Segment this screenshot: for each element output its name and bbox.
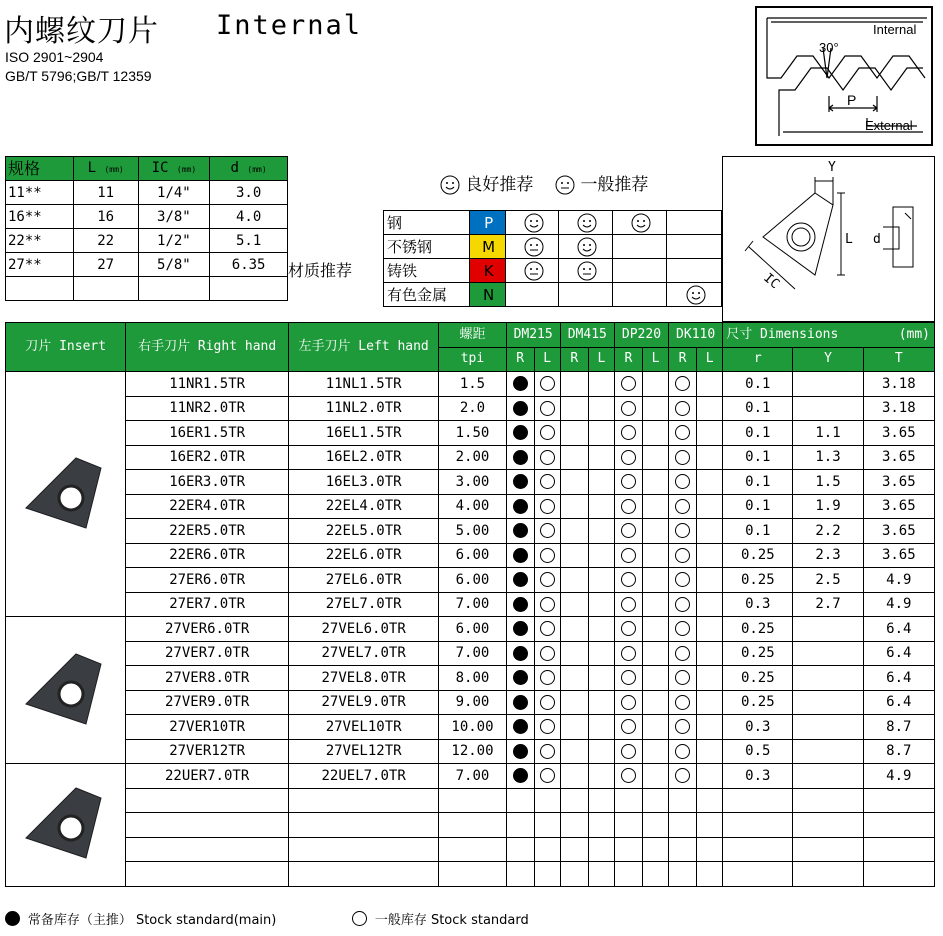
insert-image-v (6, 617, 126, 764)
stock-normal-dot-icon (621, 450, 636, 465)
stock-normal-dot-icon (540, 768, 555, 783)
stock-normal-dot-icon (621, 401, 636, 416)
table-row (6, 445, 935, 470)
table-row (6, 862, 935, 887)
left-hand-code: 22EL6.0TR (288, 543, 438, 568)
stock-normal-dot-icon (540, 499, 555, 514)
table-row (6, 715, 935, 740)
left-hand-code: 27VEL10TR (288, 715, 438, 740)
dim-y-value (793, 396, 863, 421)
right-hand-code: 11NR2.0TR (126, 396, 289, 421)
pitch-value: 6.00 (439, 543, 506, 568)
material-row: 铸铁 K (384, 259, 722, 283)
dim-t-value: 3.65 (863, 543, 934, 568)
stock-normal-dot-icon (621, 523, 636, 538)
pitch-value: 7.00 (439, 764, 506, 789)
grade-dm415: DM415 (560, 323, 614, 348)
good-smiley-icon (577, 213, 597, 233)
left-hand-code: 27EL7.0TR (288, 592, 438, 617)
dim-y-value: 1.5 (793, 470, 863, 495)
pitch-value: 5.00 (439, 519, 506, 544)
page-title-en: Internal (216, 10, 363, 41)
spec-row (6, 277, 288, 301)
good-smiley-icon (631, 213, 651, 233)
left-hand-code: 27VEL9.0TR (288, 690, 438, 715)
stock-normal-dot-icon (675, 646, 690, 661)
dim-r-value: 0.25 (723, 617, 793, 642)
dim-t-value: 6.4 (863, 690, 934, 715)
dim-r-value: 0.1 (723, 445, 793, 470)
good-recommend-label: 良好推荐 (465, 175, 534, 195)
table-row (6, 666, 935, 691)
d-header: d (mm) (210, 157, 288, 181)
table-row (6, 543, 935, 568)
left-hand-code: 11NL1.5TR (288, 372, 438, 397)
normal-smiley-icon (524, 261, 544, 281)
normal-smiley-icon (577, 261, 597, 281)
dim-y-value: 1.1 (793, 421, 863, 446)
right-hand-code: 22ER6.0TR (126, 543, 289, 568)
dim-y-value (793, 739, 863, 764)
stock-normal-dot-icon (621, 744, 636, 759)
dim-r-value: 0.1 (723, 396, 793, 421)
dim-t-value: 3.65 (863, 421, 934, 446)
stock-main-dot-icon (513, 572, 528, 587)
dim-r-value: 0.1 (723, 494, 793, 519)
dim-y-value (793, 764, 863, 789)
table-row (6, 764, 935, 789)
dim-r-value: 0.1 (723, 470, 793, 495)
dim-r-value: 0.1 (723, 372, 793, 397)
dim-y-header: Y (793, 347, 863, 372)
spec-header: 规格 (6, 157, 74, 181)
dim-t-value: 3.18 (863, 396, 934, 421)
dimensions-header: 尺寸 Dimensions (mm) (723, 323, 935, 348)
ic-header: IC (mm) (138, 157, 210, 181)
right-hand-code: 16ER2.0TR (126, 445, 289, 470)
stock-normal-dot-icon (675, 474, 690, 489)
iso-standard: ISO 2901~2904 (5, 49, 104, 65)
stock-main-dot-icon (513, 719, 528, 734)
normal-smiley-icon (555, 175, 575, 195)
stock-main-dot-icon (513, 450, 528, 465)
dim-y-value: 2.3 (793, 543, 863, 568)
dim-t-value: 3.65 (863, 494, 934, 519)
right-hand-code: 27ER6.0TR (126, 568, 289, 593)
y-label: Y (828, 160, 836, 175)
dim-y-value: 2.5 (793, 568, 863, 593)
dim-t-value: 8.7 (863, 739, 934, 764)
dim-y-value: 1.3 (793, 445, 863, 470)
stock-normal-dot-icon (621, 670, 636, 685)
spec-row: 22** 22 1/2" 5.1 (6, 229, 288, 253)
good-smiley-icon (524, 213, 544, 233)
table-row (6, 813, 935, 838)
material-code-k: K (469, 259, 505, 283)
material-table (383, 210, 722, 307)
insert-image-e (6, 372, 126, 617)
dim-y-value: 2.2 (793, 519, 863, 544)
grade-dk110: DK110 (669, 323, 723, 348)
dim-t-value: 3.65 (863, 519, 934, 544)
left-hand-code: 22UEL7.0TR (288, 764, 438, 789)
stock-normal-dot-icon (540, 474, 555, 489)
right-hand-code: 16ER1.5TR (126, 421, 289, 446)
left-hand-header: 左手刀片 Left hand (288, 323, 438, 372)
table-row (6, 470, 935, 495)
stock-normal-dot-icon (621, 646, 636, 661)
dim-r-value: 0.25 (723, 568, 793, 593)
ic-dim-label: IC (760, 270, 783, 293)
insert-dimension-diagram (722, 156, 935, 322)
stock-normal-dot-icon (621, 376, 636, 391)
dim-y-value (793, 690, 863, 715)
dim-t-value: 6.4 (863, 666, 934, 691)
l-header: L (mm) (73, 157, 138, 181)
dim-r-header: r (723, 347, 793, 372)
dim-t-value: 4.9 (863, 592, 934, 617)
pitch-value: 8.00 (439, 666, 506, 691)
stock-normal-dot-icon (675, 719, 690, 734)
stock-main-dot-icon (513, 401, 528, 416)
left-hand-code: 27VEL12TR (288, 739, 438, 764)
stock-main-dot-icon (513, 621, 528, 636)
stock-normal-dot-icon (540, 621, 555, 636)
thread-profile-diagram (755, 6, 933, 146)
pitch-value: 6.00 (439, 617, 506, 642)
right-hand-code: 22ER5.0TR (126, 519, 289, 544)
dim-y-value (793, 666, 863, 691)
material-code-p: P (469, 211, 505, 235)
pitch-value: 1.50 (439, 421, 506, 446)
table-row (6, 519, 935, 544)
stock-main-dot-icon (513, 670, 528, 685)
dim-r-value: 0.3 (723, 715, 793, 740)
table-row (6, 788, 935, 813)
good-smiley-icon (686, 285, 706, 305)
stock-main-dot-icon (513, 744, 528, 759)
pitch-value: 4.00 (439, 494, 506, 519)
dim-y-value (793, 372, 863, 397)
product-table: 刀片 Insert 右手刀片 Right hand 左手刀片 Left hand 螺距 DM215 DM415 DP220 DK110 尺寸 Dimensions (mm) tpi R L R L R L R L r Y T 11NR1.5TR 11NL1.5TR 1.5 0.1 3.18 11NR2.0TR 11NL2.0TR 2.0 0.1 3.18 16ER1.5TR 16EL1.5TR 1.50 0.1 1.1 3.65 16ER2.0TR 16EL2.0TR 2.00 0.1 1.3 3.65 16ER3.0TR 16EL3.0TR 3.00 0.1 1.5 3.65 22ER4.0TR 22EL4.0TR 4.00 0.1 1.9 3.65 22ER5.0TR 22EL5.0TR 5.00 0.1 2.2 3.65 22ER6.0TR 22EL6.0TR 6.00 0.25 2.3 3.65 27ER6.0TR 27EL6.0TR 6.00 0.25 2.5 4.9 27ER7.0TR 27EL7.0TR 7.00 0.3 2.7 4.9 27VER6.0TR 27VEL6.0TR 6.00 0.25 6.4 27VER7.0TR 27VEL7.0TR 7.00 0.25 6.4 27VER8.0TR 27VEL8.0TR 8.00 0.25 6.4 27VER9.0TR 27VEL9.0TR 9.00 0.25 6.4 27VER10TR 27VEL10TR 10.00 0.3 8.7 27VER12TR 27VEL12TR 12.00 0.5 8.7 22UER7.0TR 22UEL7.0TR 7.00 0.3 4.9 (5, 322, 935, 887)
dim-r-value: 0.25 (723, 666, 793, 691)
stock-main-dot-icon (513, 695, 528, 710)
right-hand-code: 27VER6.0TR (126, 617, 289, 642)
right-hand-code: 22UER7.0TR (126, 764, 289, 789)
spec-row: 11** 11 1/4" 3.0 (6, 181, 288, 205)
left-hand-code: 22EL5.0TR (288, 519, 438, 544)
stock-main-dot-icon (5, 911, 20, 926)
angle-label: 30° (819, 40, 839, 55)
dim-r-value: 0.3 (723, 592, 793, 617)
dim-r-value: 0.25 (723, 690, 793, 715)
stock-main-dot-icon (513, 523, 528, 538)
stock-main-dot-icon (513, 499, 528, 514)
stock-normal-dot-icon (352, 911, 367, 926)
table-row (6, 641, 935, 666)
stock-normal-dot-icon (621, 572, 636, 587)
stock-main-dot-icon (513, 646, 528, 661)
stock-normal-dot-icon (540, 744, 555, 759)
left-hand-code: 27VEL6.0TR (288, 617, 438, 642)
dim-t-value: 4.9 (863, 764, 934, 789)
stock-main-dot-icon (513, 768, 528, 783)
table-row (6, 568, 935, 593)
left-hand-code: 16EL2.0TR (288, 445, 438, 470)
stock-normal-dot-icon (675, 597, 690, 612)
spec-row: 27** 27 5/8" 6.35 (6, 253, 288, 277)
left-hand-code: 27VEL7.0TR (288, 641, 438, 666)
dim-r-value: 0.25 (723, 543, 793, 568)
spec-row: 16** 16 3/8" 4.0 (6, 205, 288, 229)
dim-t-value: 8.7 (863, 715, 934, 740)
stock-normal-dot-icon (621, 719, 636, 734)
stock-normal-dot-icon (621, 695, 636, 710)
table-row (6, 494, 935, 519)
stock-normal-dot-icon (540, 719, 555, 734)
stock-main-dot-icon (513, 376, 528, 391)
material-label: 材质推荐 (288, 261, 353, 280)
tpi-header: tpi (439, 347, 506, 372)
stock-normal-dot-icon (540, 695, 555, 710)
dim-y-value: 1.9 (793, 494, 863, 519)
dim-r-value: 0.3 (723, 764, 793, 789)
dim-t-header: T (863, 347, 934, 372)
insert-image-u (6, 764, 126, 887)
insert-header: 刀片 Insert (6, 323, 126, 372)
dim-y-value (793, 715, 863, 740)
stock-normal-dot-icon (675, 523, 690, 538)
stock-normal-dot-icon (540, 401, 555, 416)
normal-smiley-icon (524, 237, 544, 257)
stock-normal-dot-icon (621, 425, 636, 440)
stock-normal-dot-icon (540, 670, 555, 685)
page-title-cn: 内螺纹刀片 (4, 14, 159, 49)
stock-normal-dot-icon (540, 450, 555, 465)
external-label: External (865, 118, 913, 133)
internal-label: Internal (873, 22, 917, 37)
stock-normal-legend: 一般库存 Stock standard (352, 909, 529, 928)
stock-main-dot-icon (513, 548, 528, 563)
dim-t-value: 3.18 (863, 372, 934, 397)
left-hand-code: 11NL2.0TR (288, 396, 438, 421)
stock-normal-dot-icon (540, 572, 555, 587)
stock-normal-dot-icon (675, 744, 690, 759)
left-hand-code: 22EL4.0TR (288, 494, 438, 519)
right-hand-code: 27VER8.0TR (126, 666, 289, 691)
pitch-value: 3.00 (439, 470, 506, 495)
grade-dm215: DM215 (506, 323, 560, 348)
stock-normal-dot-icon (675, 376, 690, 391)
grade-dp220: DP220 (614, 323, 668, 348)
pitch-value: 2.00 (439, 445, 506, 470)
right-hand-code: 27ER7.0TR (126, 592, 289, 617)
stock-normal-dot-icon (675, 401, 690, 416)
pitch-value: 9.00 (439, 690, 506, 715)
dim-t-value: 4.9 (863, 568, 934, 593)
dim-t-value: 3.65 (863, 445, 934, 470)
table-row (6, 372, 935, 397)
pitch-value: 7.00 (439, 641, 506, 666)
pitch-value: 1.5 (439, 372, 506, 397)
left-hand-code: 16EL3.0TR (288, 470, 438, 495)
stock-main-legend: 常备库存（主推） Stock standard(main) (5, 909, 276, 928)
material-row: 不锈钢 M (384, 235, 722, 259)
stock-normal-dot-icon (621, 548, 636, 563)
recommend-legend (440, 170, 648, 195)
stock-normal-dot-icon (675, 695, 690, 710)
left-hand-code: 27EL6.0TR (288, 568, 438, 593)
stock-normal-dot-icon (675, 499, 690, 514)
pitch-value: 7.00 (439, 592, 506, 617)
pitch-value: 2.0 (439, 396, 506, 421)
table-row (6, 837, 935, 862)
right-hand-code: 11NR1.5TR (126, 372, 289, 397)
stock-normal-dot-icon (621, 499, 636, 514)
material-row: 有色金属 N (384, 283, 722, 307)
right-hand-code: 27VER7.0TR (126, 641, 289, 666)
dim-r-value: 0.5 (723, 739, 793, 764)
stock-normal-dot-icon (675, 572, 690, 587)
left-hand-code: 16EL1.5TR (288, 421, 438, 446)
stock-normal-dot-icon (540, 597, 555, 612)
right-hand-header: 右手刀片 Right hand (126, 323, 289, 372)
stock-normal-dot-icon (540, 523, 555, 538)
l-dim-label: L (845, 232, 853, 247)
dim-r-value: 0.1 (723, 519, 793, 544)
d-dim-label: d (873, 232, 881, 247)
dim-r-value: 0.25 (723, 641, 793, 666)
spec-table (5, 156, 288, 301)
good-smiley-icon (577, 237, 597, 257)
pitch-value: 12.00 (439, 739, 506, 764)
pitch-value: 6.00 (439, 568, 506, 593)
stock-normal-dot-icon (540, 646, 555, 661)
material-code-m: M (469, 235, 505, 259)
right-hand-code: 22ER4.0TR (126, 494, 289, 519)
material-code-n: N (469, 283, 505, 307)
dim-r-value: 0.1 (723, 421, 793, 446)
stock-normal-dot-icon (675, 450, 690, 465)
table-row (6, 592, 935, 617)
pitch-label: P (847, 92, 857, 108)
stock-normal-dot-icon (675, 621, 690, 636)
stock-main-dot-icon (513, 597, 528, 612)
dim-t-value: 6.4 (863, 617, 934, 642)
normal-recommend-label: 一般推荐 (580, 175, 649, 195)
stock-main-dot-icon (513, 474, 528, 489)
stock-normal-dot-icon (540, 425, 555, 440)
stock-normal-dot-icon (621, 768, 636, 783)
dim-y-value: 2.7 (793, 592, 863, 617)
dim-y-value (793, 641, 863, 666)
dim-t-value: 3.65 (863, 470, 934, 495)
right-hand-code: 16ER3.0TR (126, 470, 289, 495)
table-row (6, 690, 935, 715)
dim-y-value (793, 617, 863, 642)
right-hand-code: 27VER12TR (126, 739, 289, 764)
stock-normal-dot-icon (621, 597, 636, 612)
pitch-value: 10.00 (439, 715, 506, 740)
table-row (6, 396, 935, 421)
stock-main-dot-icon (513, 425, 528, 440)
stock-normal-dot-icon (621, 621, 636, 636)
pitch-header: 螺距 (439, 323, 506, 348)
right-hand-code: 27VER9.0TR (126, 690, 289, 715)
material-row: 钢 P (384, 211, 722, 235)
table-row (6, 617, 935, 642)
good-smiley-icon (440, 175, 460, 195)
stock-normal-dot-icon (675, 670, 690, 685)
right-hand-code: 27VER10TR (126, 715, 289, 740)
dim-t-value: 6.4 (863, 641, 934, 666)
stock-normal-dot-icon (540, 548, 555, 563)
table-row (6, 421, 935, 446)
table-row (6, 739, 935, 764)
gb-standard: GB/T 5796;GB/T 12359 (5, 68, 152, 84)
left-hand-code: 27VEL8.0TR (288, 666, 438, 691)
stock-normal-dot-icon (540, 376, 555, 391)
stock-normal-dot-icon (675, 548, 690, 563)
stock-normal-dot-icon (675, 425, 690, 440)
stock-normal-dot-icon (621, 474, 636, 489)
stock-normal-dot-icon (675, 768, 690, 783)
